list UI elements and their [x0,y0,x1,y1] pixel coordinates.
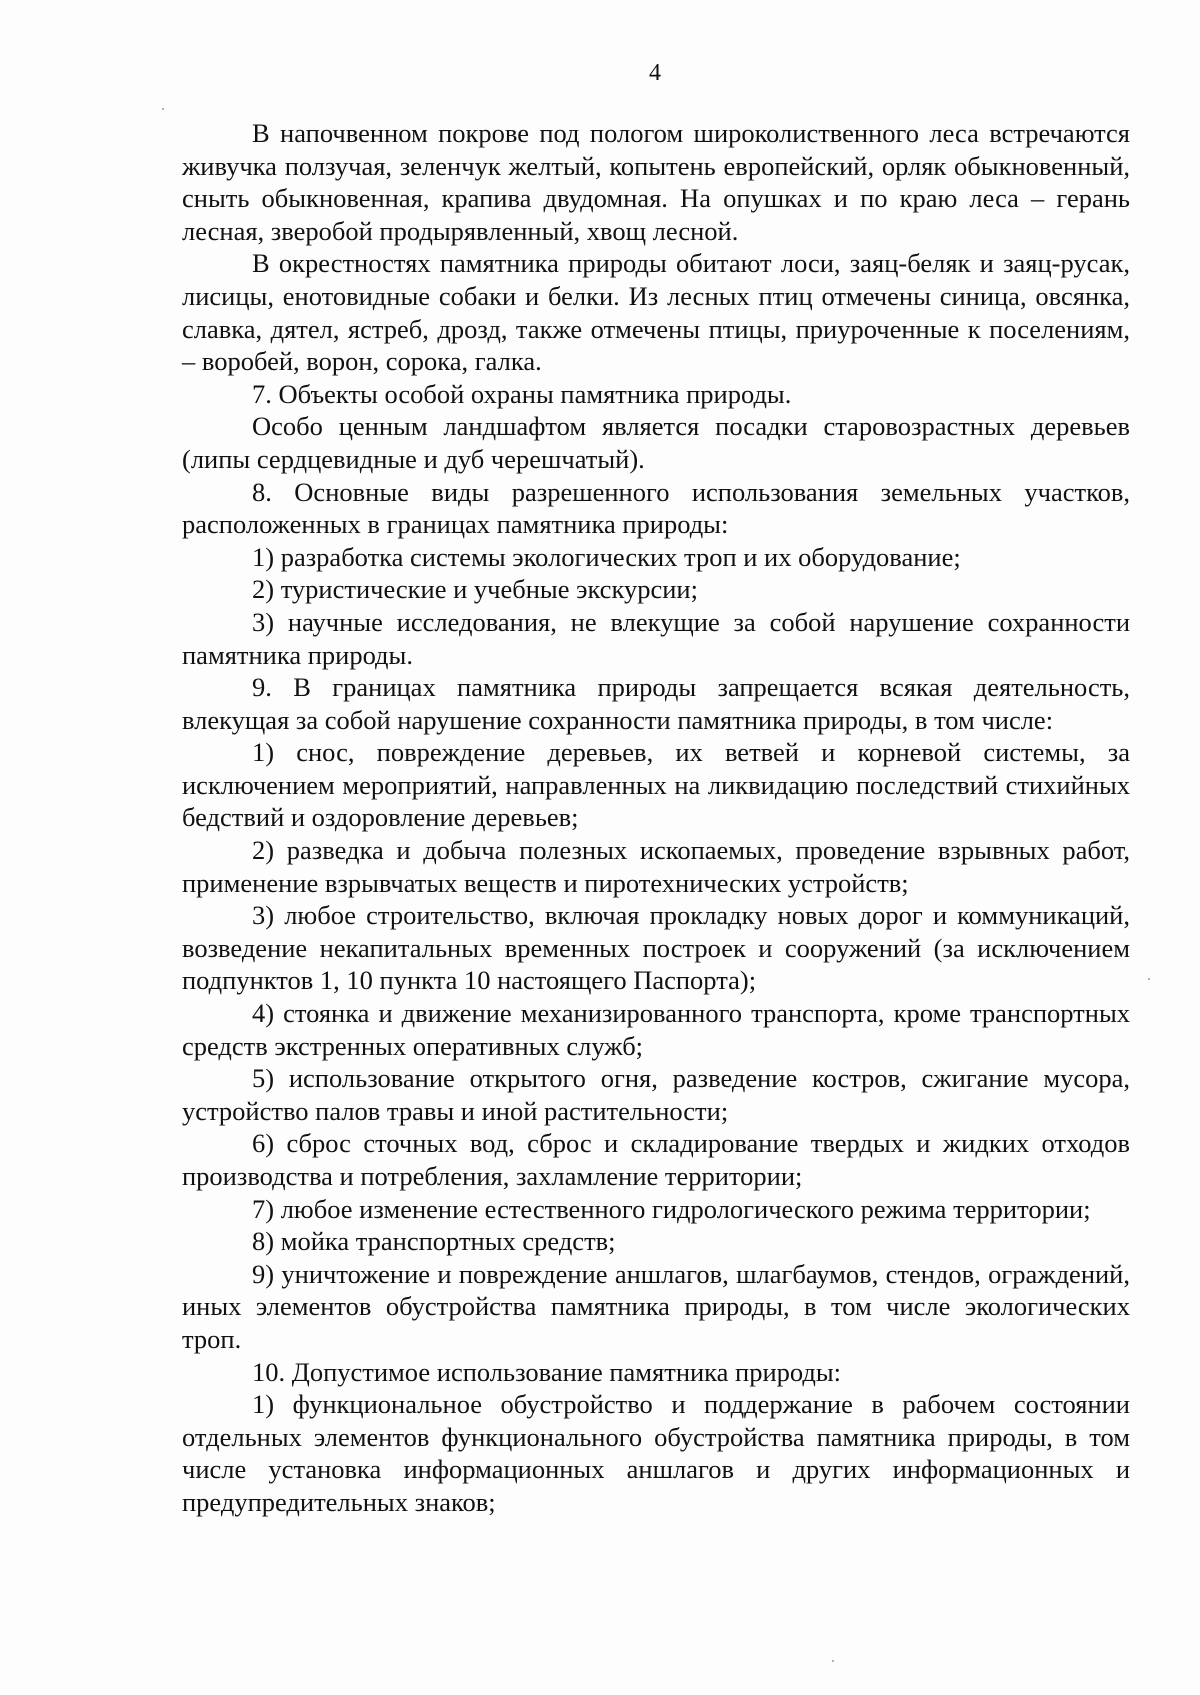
section-9-item-6: 6) сброс сточных вод, сброс и складирование твердых и жидких отходов производства и потребления, захламление территории; [182,1128,1130,1191]
paragraph-ground-cover: В напочвенном покрове под пологом широколиственного леса встречаются живучка ползучая, зеленчук желтый, копытень европейский, орляк обыкновенный, сныть обыкновенная, крапива двудомная. На опушках и по краю леса – герань лесная, зверобой продырявленный, хвощ лесной. [182,118,1130,246]
document-body [182,117,1130,1519]
section-8-item-3: 3) научные исследования, не влекущие за собой нарушение сохранности памятника природы. [182,606,1130,670]
section-9-item-3: 3) любое строительство, включая прокладку новых дорог и коммуникаций, возведение некапитальных временных построек и сооружений (за исключением подпунктов 1, 10 пункта 10 настоящего Паспорта); [182,900,1130,996]
section-8-heading: 8. Основные виды разрешенного использования земельных участков, расположенных в границах памятника природы: [182,476,1130,540]
section-7-heading: 7. Объекты особой охраны памятника природы. [252,378,792,409]
section-9-item-1: 1) снос, повреждение деревьев, их ветвей и корневой системы, за исключением мероприятий, направленных на ликвидацию последствий стихийных бедствий и оздоровление деревьев; [182,737,1130,833]
page-number: 4 [649,60,661,86]
section-10-item-1: 1) функциональное обустройство и поддержание в рабочем состоянии отдельных элементов функционального обустройства памятника природы, в том числе установка информационных аншлагов и других информационных и предупредительных знаков; [182,1389,1130,1517]
section-10-heading: 10. Допустимое использование памятника природы: [252,1356,842,1387]
section-8-item-2: 2) туристические и учебные экскурсии; [252,574,698,605]
section-9-item-7: 7) любое изменение естественного гидрологического режима территории; [252,1193,1091,1224]
scan-speck [832,1660,834,1662]
paragraph-fauna: В окрестностях памятника природы обитают лоси, заяц-беляк и заяц-русак, лисицы, енотовидные собаки и белки. Из лесных птиц отмечены синица, овсянка, славка, дятел, ястреб, дрозд, также отмечены птицы, приуроченные к поселениям, – воробей, ворон, сорока, галка. [182,248,1130,377]
scan-speck [162,108,164,110]
section-9-item-4: 4) стоянка и движение механизированного транспорта, кроме транспортных средств экстренных оперативных служб; [182,998,1130,1061]
paragraph-valuable-landscape: Особо ценным ландшафтом является посадки старовозрастных деревьев (липы сердцевидные и дуб черешчатый). [182,411,1130,474]
scan-speck [1148,978,1150,980]
section-9-heading: 9. В границах памятника природы запрещается всякая деятельность, влекущая за собой нарушение сохранности памятника природы, в том числе: [182,672,1130,735]
section-9-item-9: 9) уничтожение и повреждение аншлагов, шлагбаумов, стендов, ограждений, иных элементов обустройства памятника природы, в том числе экологических троп. [182,1258,1130,1354]
section-8-item-1: 1) разработка системы экологических троп и их оборудование; [252,541,961,572]
section-9-item-8: 8) мойка транспортных средств; [252,1226,616,1257]
section-9-item-2: 2) разведка и добыча полезных ископаемых, проведение взрывных работ, применение взрывчатых веществ и пиротехнических устройств; [182,835,1130,898]
section-9-item-5: 5) использование открытого огня, разведение костров, сжигание мусора, устройство палов травы и иной растительности; [182,1063,1130,1126]
